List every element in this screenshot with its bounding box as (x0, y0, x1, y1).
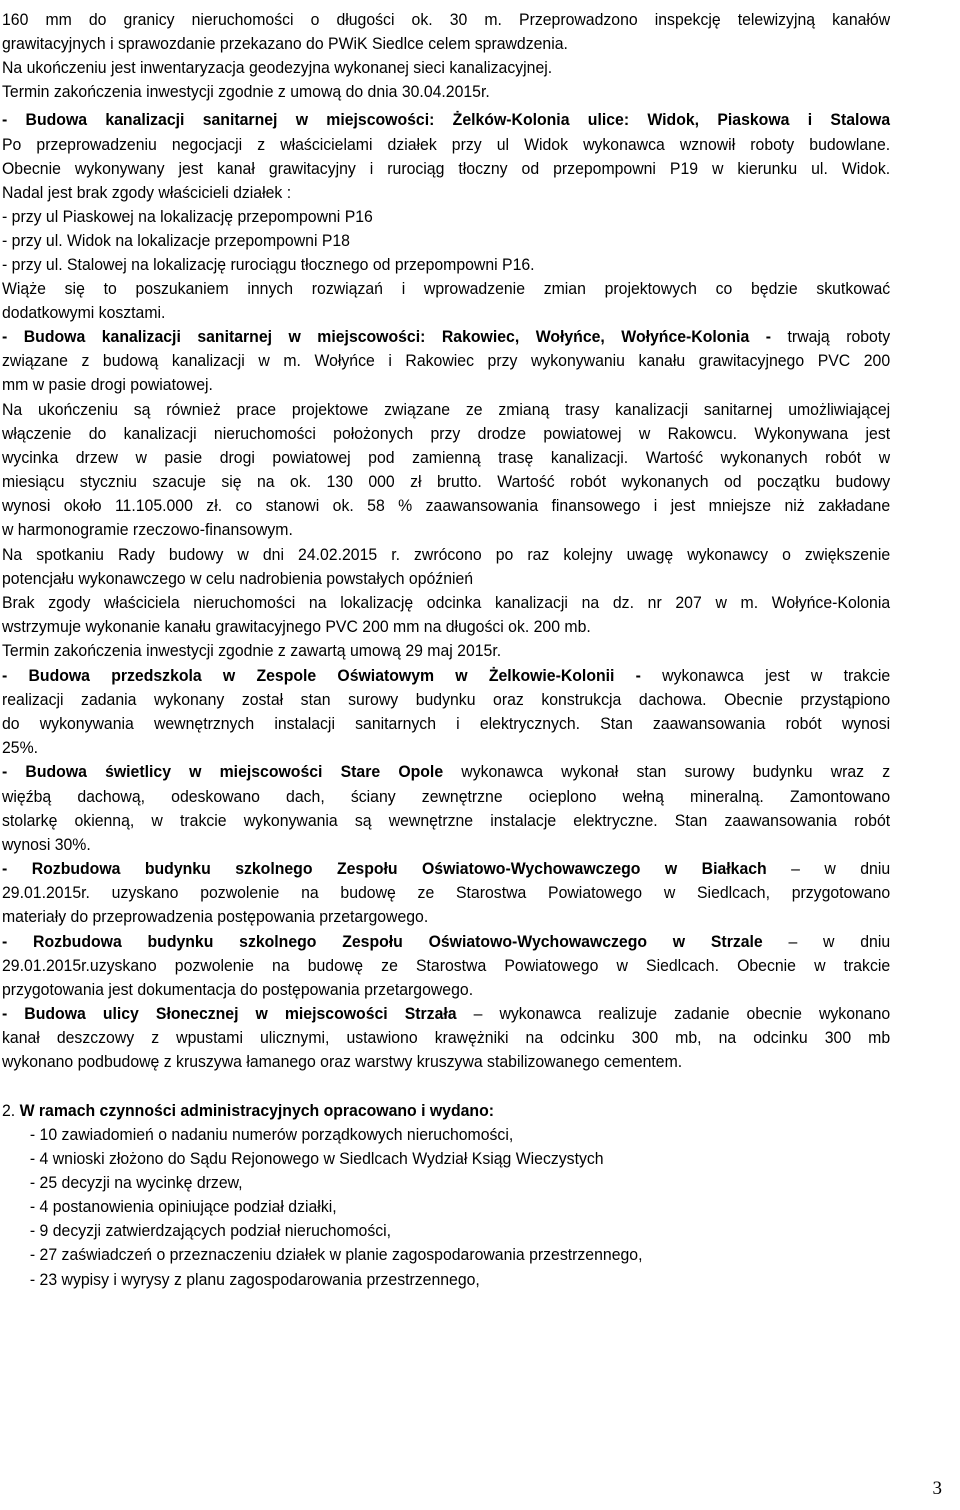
text-line: więźbą dachową, odeskowano dach, ściany zewnętrzne ocieplono wełną mineralną. Zamontowano (2, 787, 891, 806)
text-line (2, 857, 890, 881)
bold-heading-text: W ramach czynności administracyjnych opracowano i wydano: (19, 1101, 495, 1120)
text-line: wynosi 30%. (2, 835, 91, 854)
text-line: stolarkę okienną, w trakcie wykonywania są wewnętrzne instalacje elektryczne. Stan zaawansowania robót (2, 811, 891, 830)
text-segment: – w dniu (766, 859, 891, 878)
text-line: wycinka drzew w pasie drogi powiatowej pod zamienną trasę kanalizacji. Wartość wykonanych robót w (2, 448, 891, 467)
text-line: realizacji zadania wykonany został stan surowy budynku oraz konstrukcja dachowa. Obecnie przystąpiono (2, 690, 891, 709)
text-line: - 10 zawiadomień o nadaniu numerów porządkowych nieruchomości, (29, 1125, 514, 1144)
text-line: wynosi około 11.105.000 zł. co stanowi ok. 58 % zaawansowania finansowego i jest mniejsze niż zakładane (2, 496, 891, 515)
text-line: Po przeprowadzeniu negocjacji z właścicielami działek przy ul Widok wykonawca wznowił roboty budowlane. (2, 135, 891, 154)
bold-heading-text: - Budowa kanalizacji sanitarnej w miejscowości: Rakowiec, Wołyńce, Wołyńce-Kolonia - (2, 327, 788, 346)
bold-heading-text: - Budowa przedszkola w Zespole Oświatowym w Żelkowie-Kolonii - (2, 666, 663, 685)
text-line: - 4 wnioski złożono do Sądu Rejonowego w Siedlcach Wydział Ksiąg Wieczystych (29, 1149, 604, 1168)
text-line (2, 108, 890, 132)
text-line: kanał deszczowy z wpustami ulicznymi, ustawiono krawężniki na odcinku 300 mb, na odcinku 300 mb (2, 1028, 891, 1047)
text-line: Brak zgody właściciela nieruchomości na lokalizację odcinka kanalizacji na dz. nr 207 w m. Wołyńce-Kolonia (2, 593, 891, 612)
text-line (2, 325, 890, 349)
text-line: potencjału wykonawczego w celu nadrobienia powstałych opóźnień (2, 569, 474, 588)
text-line: - 27 zaświadczeń o przeznaczeniu działek w planie zagospodarowania przestrzennego, (29, 1245, 643, 1264)
text-line: w harmonogramie rzeczowo-finansowym. (2, 520, 293, 539)
text-line: miesiącu styczniu szacuje się na ok. 130 000 zł brutto. Wartość robót wykonanych od początku budowy (2, 472, 891, 491)
text-line (2, 1099, 890, 1123)
text-line: dodatkowymi kosztami. (2, 303, 166, 322)
text-line: wstrzymuje wykonanie kanału grawitacyjnego PVC 200 mm na długości ok. 200 mb. (2, 617, 591, 636)
text-line: mm w pasie drogi powiatowej. (2, 375, 213, 394)
text-line: - 9 decyzji zatwierdzających podział nieruchomości, (29, 1221, 392, 1240)
text-line: Wiąże się to poszukaniem innych rozwiązań i wprowadzenie zmian projektowych co będzie skutkować (2, 279, 891, 298)
text-line: Termin zakończenia inwestycji zgodnie z umową do dnia 30.04.2015r. (2, 82, 490, 101)
text-segment: 2. (2, 1101, 20, 1120)
text-line: Obecnie wykonywany jest kanał grawitacyjny i rurociąg tłoczny od przepompowni P19 w kierunku ul. Widok. (2, 159, 891, 178)
text-line: do wykonywania wewnętrznych instalacji sanitarnych i elektrycznych. Stan zaawansowania robót wynosi (2, 714, 891, 733)
text-line (2, 760, 890, 784)
text-line: grawitacyjnych i sprawozdanie przekazano do PWiK Siedlce celem sprawdzenia. (2, 34, 568, 53)
bold-heading-text: - Rozbudowa budynku szkolnego Zespołu Oświatowo-Wychowawczego w Strzale (2, 932, 763, 951)
text-line: Termin zakończenia inwestycji zgodnie z zawartą umową 29 maj 2015r. (2, 641, 502, 660)
bold-heading-text: - Budowa kanalizacji sanitarnej w miejscowości: Żelków-Kolonia ulice: Widok, Piaskowa i Stalowa (2, 110, 891, 129)
text-line: materiały do przeprowadzenia postępowania przetargowego. (2, 907, 429, 926)
text-line: Na ukończeniu jest inwentaryzacja geodezyjna wykonanej sieci kanalizacyjnej. (2, 58, 553, 77)
text-segment: wykonawca jest w trakcie (662, 666, 891, 685)
bold-heading-text: - Budowa ulicy Słonecznej w miejscowości Strzała (2, 1004, 457, 1023)
text-line: Na spotkaniu Rady budowy w dni 24.02.2015 r. zwrócono po raz kolejny uwagę wykonawcy o zwiększenie (2, 545, 891, 564)
text-line: przygotowania jest dokumentacja do postępowania przetargowego. (2, 980, 474, 999)
text-line: Nadal jest brak zgody właścicieli działek : (2, 183, 292, 202)
text-line: wykonano podbudowę z kruszywa łamanego oraz warstwy kruszywa stabilizowanego cementem. (2, 1052, 683, 1071)
text-segment: wykonawca wykonał stan surowy budynku wraz z (443, 762, 891, 781)
text-line: - przy ul Piaskowej na lokalizację przepompowni P16 (2, 207, 373, 226)
text-segment: – wykonawca realizuje zadanie obecnie wykonano (456, 1004, 891, 1023)
text-line: 25%. (2, 738, 39, 757)
text-line: Na ukończeniu są również prace projektowe związane ze zmianą trasy kanalizacji sanitarnej umożliwiającej (2, 400, 891, 419)
text-line: - 23 wypisy i wyrysy z planu zagospodarowania przestrzennego, (29, 1270, 480, 1289)
page-number: 3 (932, 1478, 942, 1499)
text-line: włączenie do kanalizacji nieruchomości położonych przy drodze powiatowej w Rakowcu. Wykonywana jest (2, 424, 891, 443)
text-line: - przy ul. Widok na lokalizacje przepompowni P18 (2, 231, 350, 250)
bold-heading-text: - Budowa świetlicy w miejscowości Stare Opole (2, 762, 444, 781)
text-line: - 25 decyzji na wycinkę drzew, (29, 1173, 243, 1192)
text-segment: – w dniu (762, 932, 891, 951)
text-line: związane z budową kanalizacji w m. Wołyńce i Rakowiec przy wykonywaniu kanału grawitacyjnego PVC 200 (2, 351, 891, 370)
text-line (2, 930, 890, 954)
text-line (2, 664, 890, 688)
text-line (2, 1002, 890, 1026)
text-line: 29.01.2015r. uzyskano pozwolenie na budowę ze Starostwa Powiatowego w Siedlcach, przygotowano (2, 883, 891, 902)
text-line: 29.01.2015r.uzyskano pozwolenie na budowę ze Starostwa Powiatowego w Siedlcach. Obecnie w trakcie (2, 956, 891, 975)
text-line: - przy ul. Stalowej na lokalizację rurociągu tłocznego od przepompowni P16. (2, 255, 535, 274)
text-line: - 4 postanowienia opiniujące podział działki, (29, 1197, 337, 1216)
text-segment: trwają roboty (787, 327, 891, 346)
bold-heading-text: - Rozbudowa budynku szkolnego Zespołu Oświatowo-Wychowawczego w Białkach (2, 859, 767, 878)
text-line: 160 mm do granicy nieruchomości o długości ok. 30 m. Przeprowadzono inspekcję telewizyjną kanałów (2, 10, 891, 29)
